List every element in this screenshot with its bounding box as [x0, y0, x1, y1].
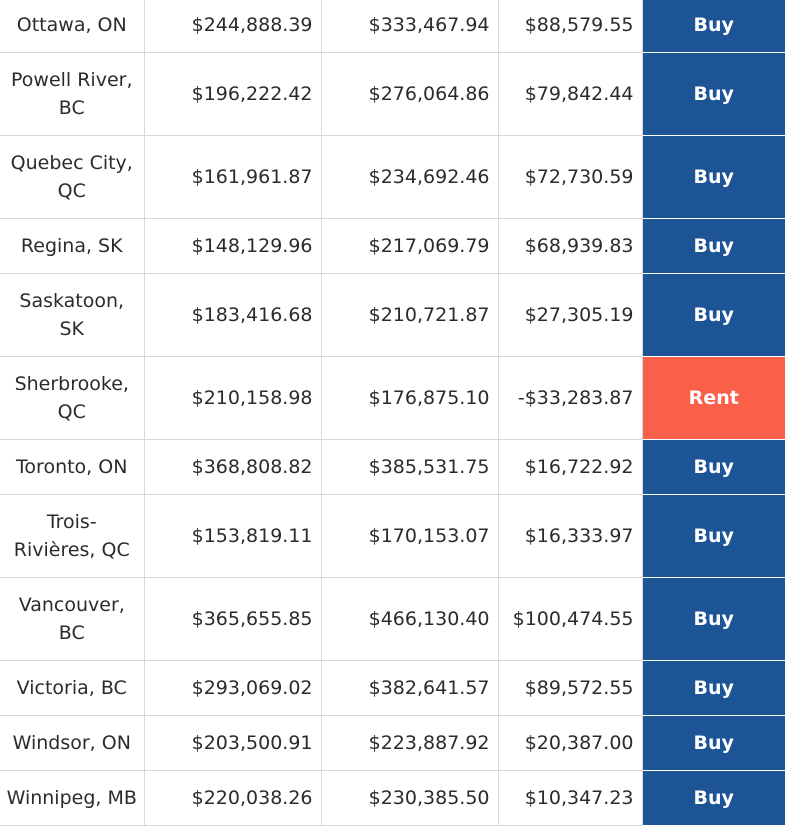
recommendation-badge: Buy — [642, 578, 785, 661]
city-cell: Quebec City, QC — [0, 136, 144, 219]
city-cell: Regina, SK — [0, 219, 144, 274]
city-cell: Toronto, ON — [0, 440, 144, 495]
table-row — [0, 53, 785, 136]
value-a-cell: $153,819.11 — [144, 495, 321, 578]
city-cell: Winnipeg, MB — [0, 771, 144, 826]
value-a-cell: $365,655.85 — [144, 578, 321, 661]
recommendation-badge: Buy — [642, 495, 785, 578]
table-row — [0, 716, 785, 771]
value-b-cell: $276,064.86 — [321, 53, 498, 136]
difference-cell: -$33,283.87 — [498, 357, 642, 440]
value-a-cell: $148,129.96 — [144, 219, 321, 274]
table-row — [0, 136, 785, 219]
table-row — [0, 578, 785, 661]
value-a-cell: $183,416.68 — [144, 274, 321, 357]
value-a-cell: $220,038.26 — [144, 771, 321, 826]
value-a-cell: $210,158.98 — [144, 357, 321, 440]
city-cell: Saskatoon, SK — [0, 274, 144, 357]
table-row — [0, 219, 785, 274]
value-b-cell: $382,641.57 — [321, 661, 498, 716]
recommendation-badge: Buy — [642, 661, 785, 716]
difference-cell: $79,842.44 — [498, 53, 642, 136]
value-a-cell: $196,222.42 — [144, 53, 321, 136]
recommendation-badge: Buy — [642, 716, 785, 771]
difference-cell: $16,333.97 — [498, 495, 642, 578]
city-cell: Powell River, BC — [0, 53, 144, 136]
difference-cell: $10,347.23 — [498, 771, 642, 826]
recommendation-badge: Rent — [642, 357, 785, 440]
city-cell: Windsor, ON — [0, 716, 144, 771]
difference-cell: $16,722.92 — [498, 440, 642, 495]
difference-cell: $20,387.00 — [498, 716, 642, 771]
table-row — [0, 0, 785, 53]
value-b-cell: $333,467.94 — [321, 0, 498, 53]
recommendation-badge: Buy — [642, 136, 785, 219]
difference-cell: $88,579.55 — [498, 0, 642, 53]
difference-cell: $68,939.83 — [498, 219, 642, 274]
recommendation-badge: Buy — [642, 771, 785, 826]
table-row — [0, 274, 785, 357]
table-row — [0, 661, 785, 716]
value-a-cell: $161,961.87 — [144, 136, 321, 219]
value-b-cell: $385,531.75 — [321, 440, 498, 495]
table-row — [0, 771, 785, 826]
difference-cell: $100,474.55 — [498, 578, 642, 661]
value-a-cell: $293,069.02 — [144, 661, 321, 716]
recommendation-badge: Buy — [642, 274, 785, 357]
city-cell: Vancouver, BC — [0, 578, 144, 661]
recommendation-badge: Buy — [642, 0, 785, 53]
value-b-cell: $176,875.10 — [321, 357, 498, 440]
value-b-cell: $170,153.07 — [321, 495, 498, 578]
difference-cell: $89,572.55 — [498, 661, 642, 716]
value-a-cell: $368,808.82 — [144, 440, 321, 495]
city-cell: Ottawa, ON — [0, 0, 144, 53]
recommendation-badge: Buy — [642, 53, 785, 136]
table-row — [0, 357, 785, 440]
value-b-cell: $217,069.79 — [321, 219, 498, 274]
value-b-cell: $223,887.92 — [321, 716, 498, 771]
recommendation-badge: Buy — [642, 440, 785, 495]
value-a-cell: $203,500.91 — [144, 716, 321, 771]
value-b-cell: $466,130.40 — [321, 578, 498, 661]
table-row — [0, 495, 785, 578]
city-cell: Victoria, BC — [0, 661, 144, 716]
value-b-cell: $234,692.46 — [321, 136, 498, 219]
value-b-cell: $230,385.50 — [321, 771, 498, 826]
recommendation-badge: Buy — [642, 219, 785, 274]
value-b-cell: $210,721.87 — [321, 274, 498, 357]
difference-cell: $72,730.59 — [498, 136, 642, 219]
value-a-cell: $244,888.39 — [144, 0, 321, 53]
table-row — [0, 440, 785, 495]
city-cell: Trois-Rivières, QC — [0, 495, 144, 578]
city-cell: Sherbrooke, QC — [0, 357, 144, 440]
difference-cell: $27,305.19 — [498, 274, 642, 357]
